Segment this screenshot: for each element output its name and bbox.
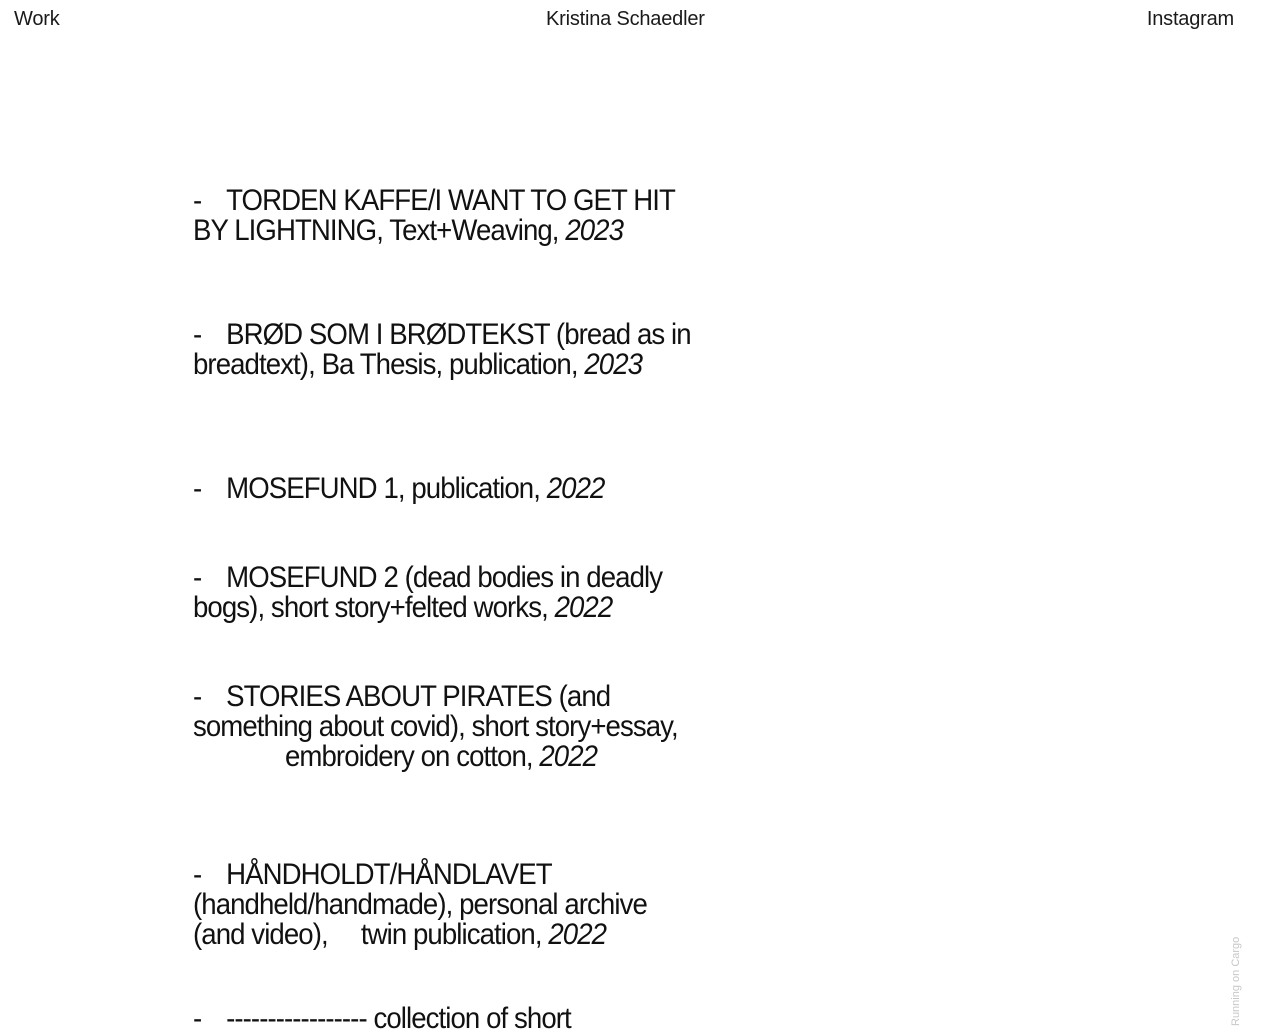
entry-title: TORDEN KAFFE/I WANT TO GET HIT BY LIGHTNING, Text+Weaving,	[193, 184, 674, 247]
top-bar	[0, 0, 1280, 44]
nav-instagram-link[interactable]: Instagram	[1147, 8, 1234, 31]
entry-year: 2022	[548, 918, 606, 951]
entry-title: MOSEFUND 1, publication,	[226, 472, 540, 505]
entry-dash: -	[193, 682, 226, 712]
work-entry-brod-som-i-brodtekst[interactable]	[193, 320, 694, 380]
entry-title: ----------------- collection of short	[226, 1002, 571, 1035]
work-entry-mosefund-2[interactable]	[193, 563, 694, 623]
nav-work-link[interactable]: Work	[14, 8, 60, 31]
entry-year: 2022	[539, 740, 597, 773]
entry-title: STORIES ABOUT PIRATES (and something about covid), short story+essay,	[193, 680, 678, 743]
site-title-link[interactable]: Kristina Schaedler	[546, 8, 705, 31]
work-entry-mosefund-1[interactable]	[193, 474, 694, 504]
work-entry-handholdt-handlavet[interactable]	[193, 860, 694, 950]
entry-dash: -	[193, 474, 226, 504]
entry-dash: -	[193, 860, 226, 890]
entry-title: HÅNDHOLDT/HÅNDLAVET (handheld/handmade), personal archive (and video),	[193, 858, 647, 951]
entry-dash: -	[193, 186, 226, 216]
entry-dash: -	[193, 320, 226, 350]
entry-year: 2022	[555, 591, 613, 624]
entry-title: MOSEFUND 2 (dead bodies in deadly bogs), short story+felted works,	[193, 561, 662, 624]
work-entry-collection-of-short[interactable]	[193, 1004, 694, 1034]
running-on-cargo-link[interactable]: Running on Cargo	[1230, 936, 1242, 1026]
entry-year: 2023	[565, 214, 623, 247]
entry-year: 2022	[547, 472, 605, 505]
work-entry-torden-kaffe[interactable]	[193, 186, 694, 246]
entry-dash: -	[193, 1004, 226, 1034]
entry-title-continued: embroidery on cotton,	[285, 740, 533, 773]
entry-year: 2023	[584, 348, 642, 381]
entry-title-continued: twin publication,	[361, 918, 542, 951]
entry-dash: -	[193, 563, 226, 593]
work-entry-stories-about-pirates[interactable]	[193, 682, 694, 772]
entry-title: BRØD SOM I BRØDTEKST (bread as in breadtext), Ba Thesis, publication,	[193, 318, 691, 381]
